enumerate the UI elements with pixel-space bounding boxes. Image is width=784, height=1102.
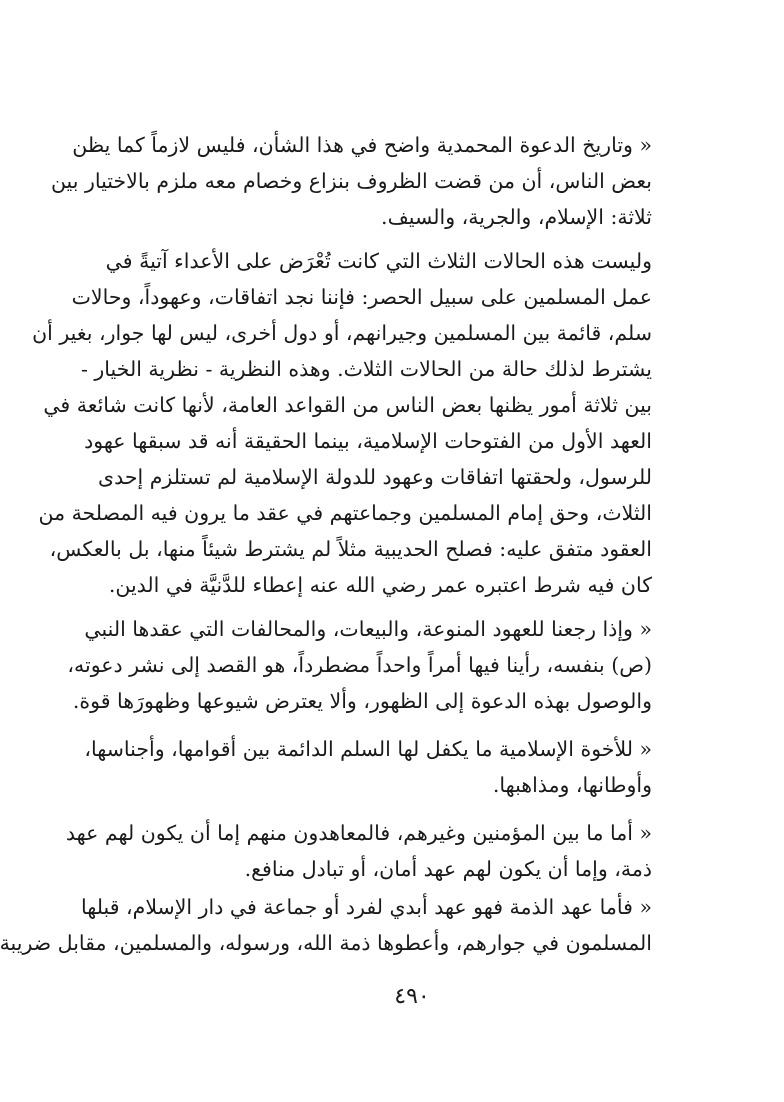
text-line: بين ثلاثة أمور يظنها بعض الناس من القواعد العامة، لأنها كانت شائعة في (43, 393, 652, 417)
text-line: « للأخوة الإسلامية ما يكفل لها السلم الدائمة بين أقوامها، وأجناسها، (84, 737, 652, 761)
text-line: وليست هذه الحالات الثلاث التي كانت تُعْرَض على الأعداء آتيةً في (105, 249, 652, 273)
text-line: ثلاثة: الإسلام، والجرية، والسيف. (381, 205, 652, 229)
text-line: « وتاريخ الدعوة المحمدية واضح في هذا الشأن، فليس لازماً كما يظن (72, 133, 652, 157)
text-line: كان فيه شرط اعتبره عمر رضي الله عنه إعطاء للدَّنيَّة في الدين. (108, 573, 652, 597)
text-line: العقود متفق عليه: فصلح الحديبية مثلاً لم يشترط شيئاً منها، بل بالعكس، (49, 537, 652, 561)
text-line: (ص) بنفسه، رأينا فيها أمراً واحداً مضطرداً، هو القصد إلى نشر دعوته، (67, 653, 652, 677)
text-line: يشترط لذلك حالة من الحالات الثلاث. وهذه النظرية - نظرية الخيار - (80, 357, 652, 381)
text-line: ذمة، وإما أن يكون لهم عهد أمان، أو تبادل منافع. (244, 857, 652, 881)
text-line: المسلمون في جوارهم، وأعطوها ذمة الله، ورسوله، والمسلمين، مقابل ضريبة (0, 931, 652, 955)
text-line: العهد الأول من الفتوحات الإسلامية، بينما الحقيقة أنه قد سبقها عهود (84, 429, 652, 453)
text-line: للرسول، ولحقتها اتفاقات وعهود للدولة الإسلامية لم تستلزم إحدى (98, 465, 652, 489)
text-line: سلم، قائمة بين المسلمين وجيرانهم، أو دول أخرى، ليس لها جوار، بغير أن (32, 321, 652, 345)
text-line: بعض الناس، أن من قضت الظروف بنزاع وخصام معه ملزم بالاختيار بين (50, 169, 652, 193)
text-line: « فأما عهد الذمة فهو عهد أبدي لفرد أو جماعة في دار الإسلام، قبلها (81, 895, 652, 919)
text-line: والوصول بهذه الدعوة إلى الظهور، وألا يعترض شيوعها وظهورَها قوة. (72, 689, 652, 713)
text-line: « أما ما بين المؤمنين وغيرهم، فالمعاهدون منهم إما أن يكون لهم عهد (65, 821, 652, 845)
text-line: الثلاث، وحق إمام المسلمين وجماعتهم في عقد ما يرون فيه المصلحة من (38, 501, 652, 525)
text-line: « وإذا رجعنا للعهود المنوعة، والبيعات، والمحالفات التي عقدها النبي (84, 617, 652, 641)
page-number: ٤٩٠ (394, 984, 430, 1009)
text-line: عمل المسلمين على سبيل الحصر: فإننا نجد اتفاقات، وعهوداً، وحالات (71, 285, 652, 309)
text-line: وأوطانها، ومذاهبها. (492, 773, 652, 797)
